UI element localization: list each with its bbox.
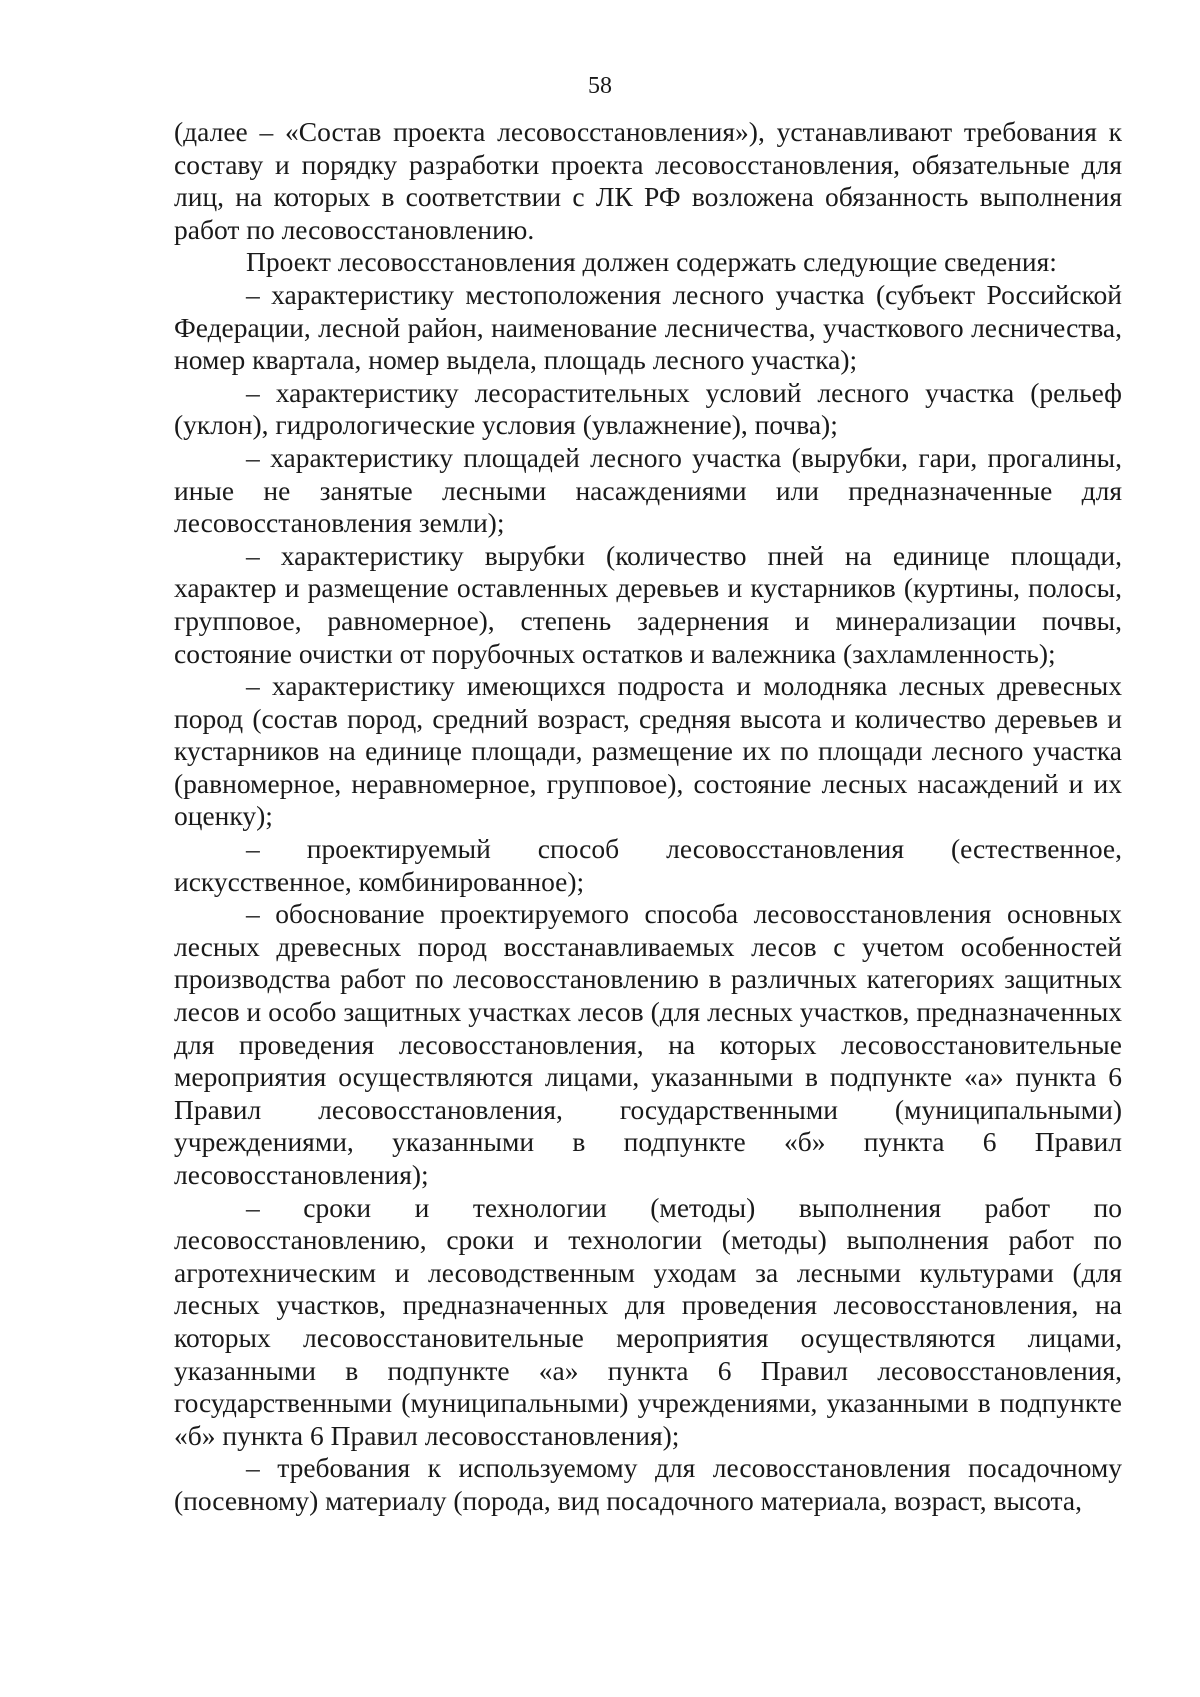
paragraph-intro: Проект лесовосстановления должен содержать следующие сведения: <box>246 246 1057 278</box>
document-body <box>174 116 1122 1518</box>
page-number: 58 <box>588 73 612 99</box>
list-item-undergrowth: – характеристику имеющихся подроста и молодняка лесных древесных пород (состав пород, средний возраст, средняя высота и количество деревьев и кустарников на единице площади, размещение их по площади лесного участка (равномерное, неравномерное, групповое), состояние лесных насаждений и их оценку); <box>174 670 1122 832</box>
list-item-location: – характеристику местоположения лесного участка (субъект Российской Федерации, лесной район, наименование лесничества, участкового лесничества, номер квартала, номер выдела, площадь лесного участка); <box>174 278 1122 376</box>
paragraph-continuation: (далее – «Состав проекта лесовосстановления»), устанавливают требования к составу и порядку разработки проекта лесовосстановления, обязательные для лиц, на которых в соответствии с ЛК РФ возложена обязанность выполнения работ по лесовосстановлению. <box>174 116 1122 245</box>
list-item-method-justification: – обоснование проектируемого способа лесовосстановления основных лесных древесных пород восстанавливаемых лесов с учетом особенностей производства работ по лесовосстановлению в различных категориях защитных лесов и особо защитных участках лесов (для лесных участков, предназначенных для проведения лесовосстановления, на которых лесовосстановительные мероприятия осуществляются лицами, указанными в подпункте «а» пункта 6 Правил лесовосстановления, государственными (муниципальными) учреждениями, указанными в подпункте «б» пункта 6 Правил лесовосстановления); <box>174 898 1122 1190</box>
list-item-clearing: – характеристику вырубки (количество пней на единице площади, характер и размещение оставленных деревьев и кустарников (куртины, полосы, групповое, равномерное), степень задернения и минерализации почвы, состояние очистки от порубочных остатков и валежника (захламленность); <box>174 539 1122 669</box>
list-item-planting-material: – требования к используемому для лесовосстановления посадочному (посевному) материалу (порода, вид посадочного материала, возраст, высота, <box>174 1452 1122 1516</box>
list-item-method: – проектируемый способ лесовосстановления (естественное, искусственное, комбинированное); <box>174 833 1122 897</box>
list-item-areas: – характеристику площадей лесного участка (вырубки, гари, прогалины, иные не занятые лесными насаждениями или предназначенные для лесовосстановления земли); <box>174 441 1122 539</box>
list-item-timing-technology: – сроки и технологии (методы) выполнения работ по лесовосстановлению, сроки и технологии (методы) выполнения работ по агротехническим и лесоводственным уходам за лесными культурами (для лесных участков, предназначенных для проведения лесовосстановления, на которых лесовосстановительные мероприятия осуществляются лицами, указанными в подпункте «а» пункта 6 Правил лесовосстановления, государственными (муниципальными) учреждениями, указанными в подпункте «б» пункта 6 Правил лесовосстановления); <box>174 1191 1122 1451</box>
list-item-growing-conditions: – характеристику лесорастительных условий лесного участка (рельеф (уклон), гидрологические условия (увлажнение), почва); <box>174 376 1122 441</box>
